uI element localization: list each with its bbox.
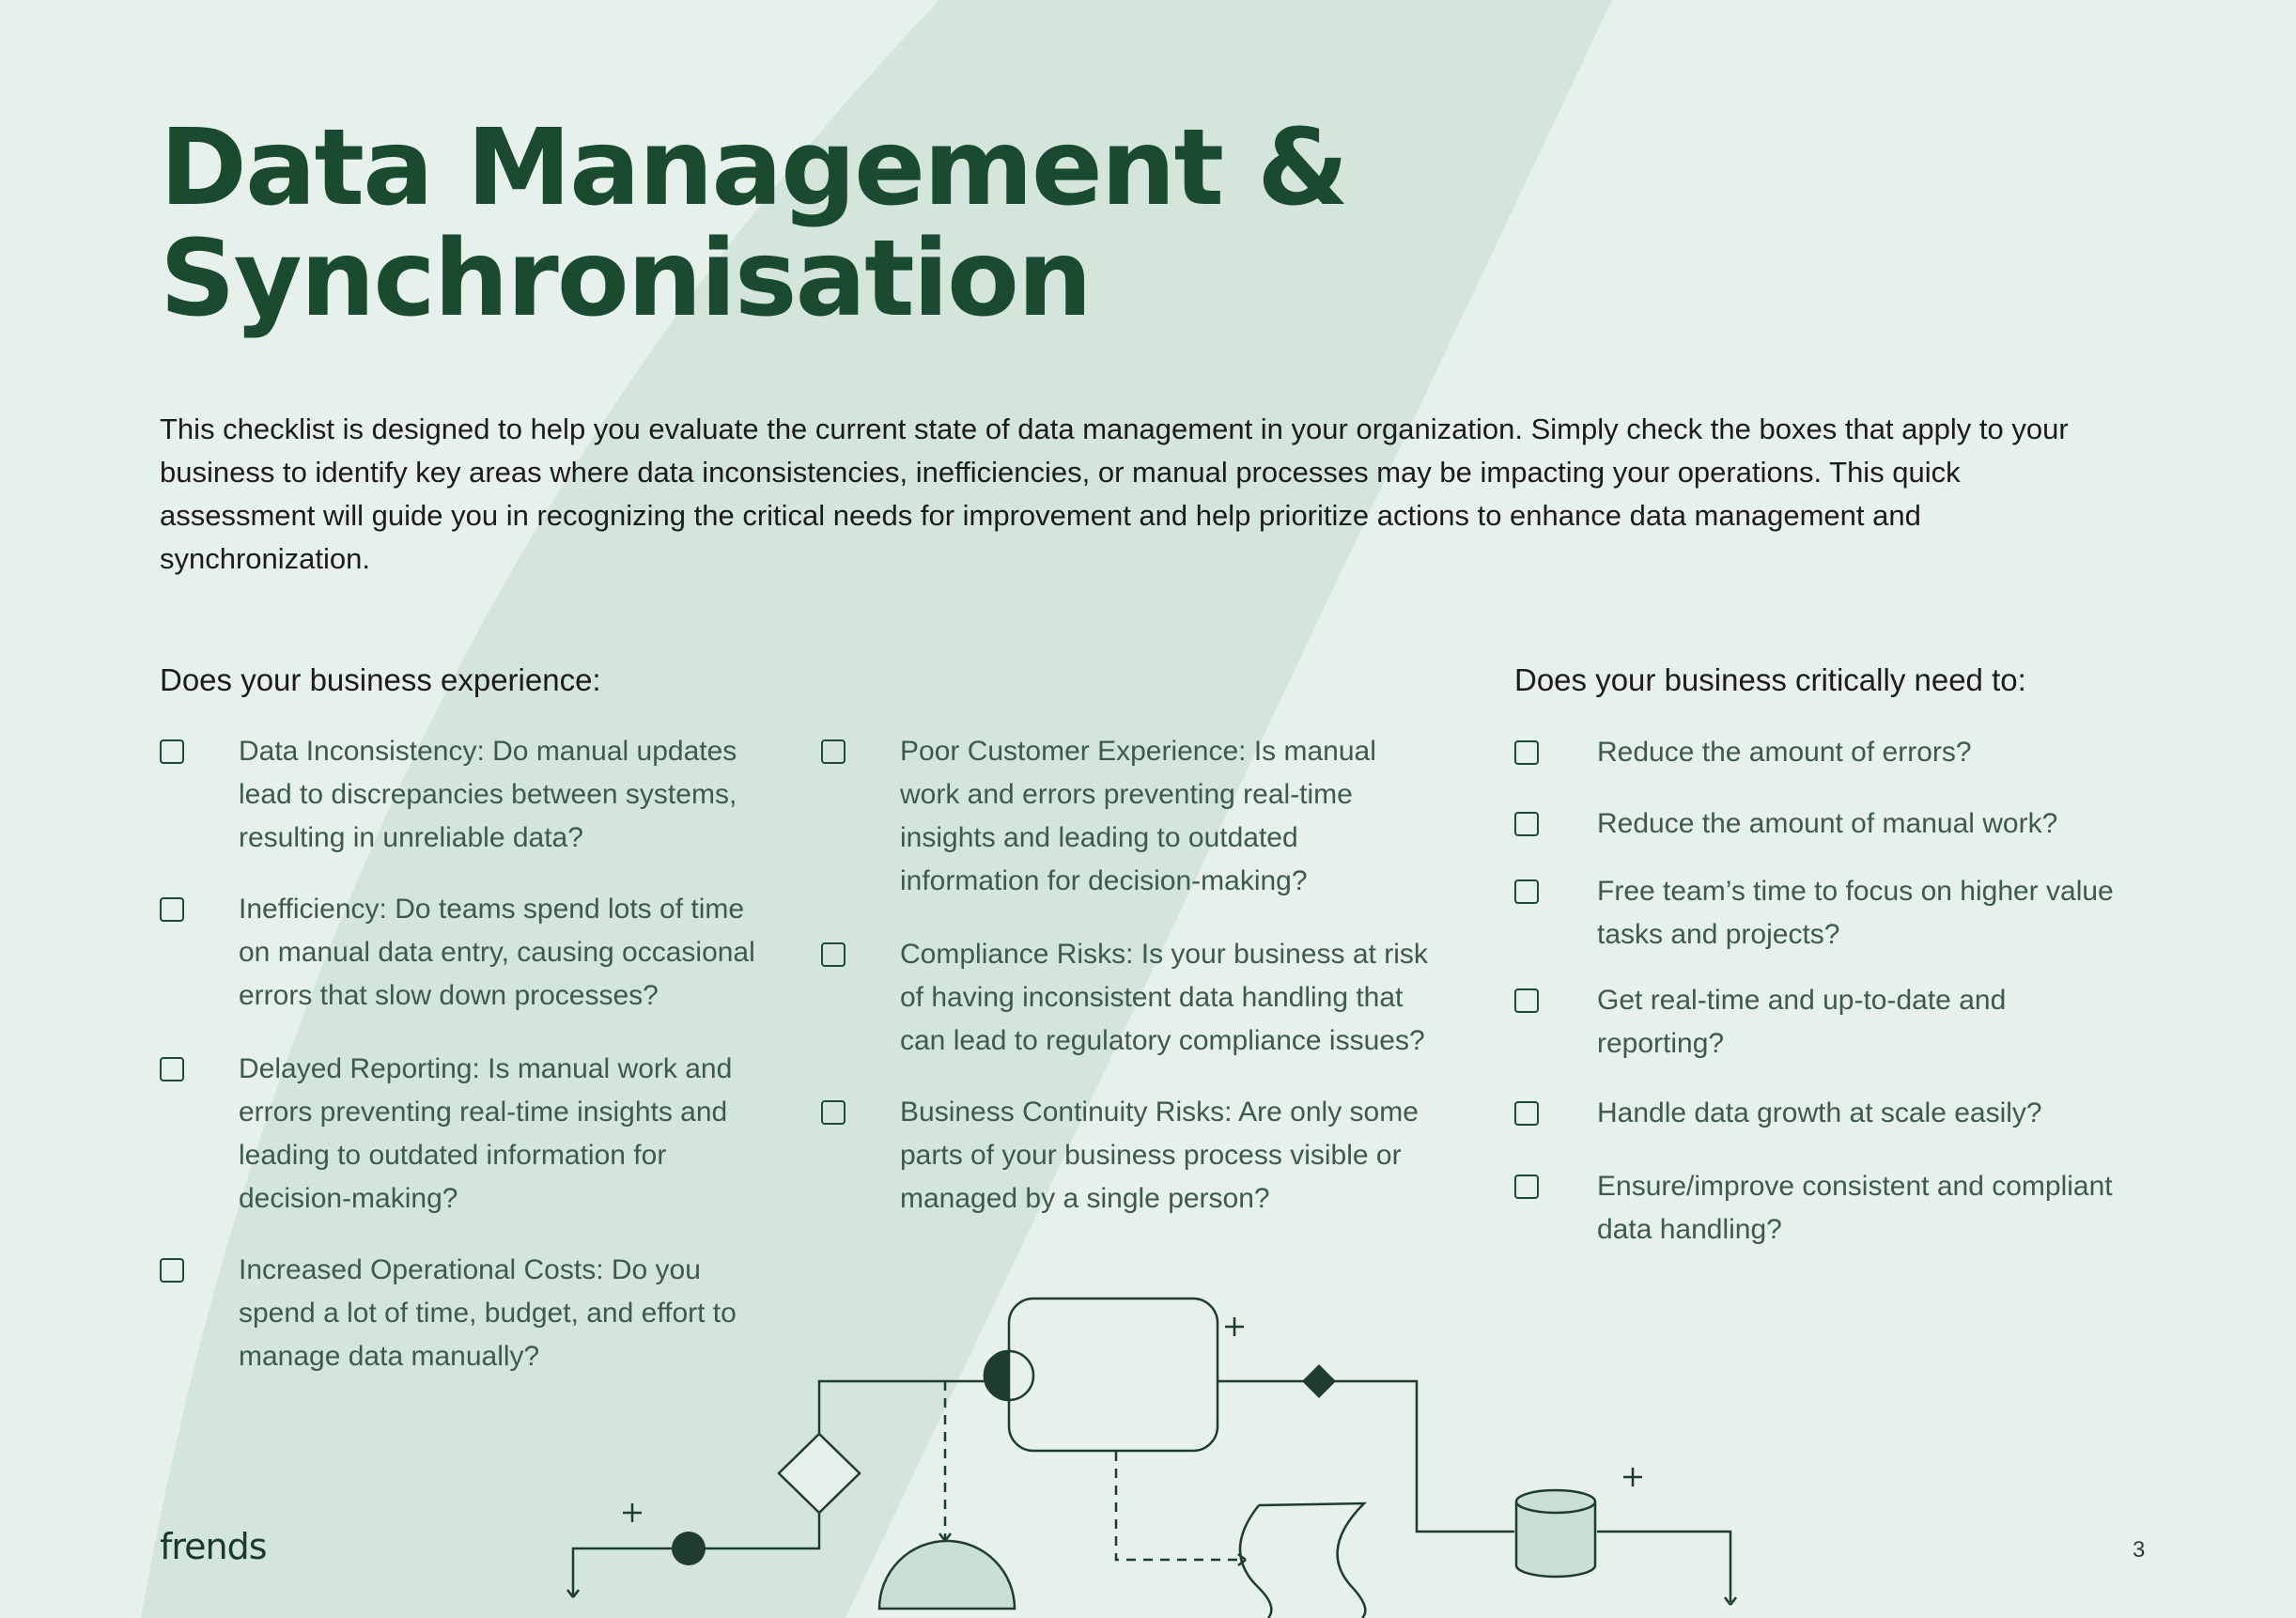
checklist-item bbox=[821, 933, 1432, 1063]
checklist-item-text: Free team’s time to focus on higher value tasks and projects? bbox=[1597, 876, 2114, 950]
checklist-item bbox=[821, 1091, 1432, 1221]
checklist-item bbox=[1514, 802, 2116, 846]
checklist-item bbox=[160, 888, 761, 1018]
checklist-item bbox=[1514, 1092, 2116, 1135]
checklist-item-text: Inefficiency: Do teams spend lots of time on manual data entry, causing occasional errors that slow down processes? bbox=[239, 894, 755, 1011]
checkbox[interactable] bbox=[160, 1057, 184, 1081]
checkbox[interactable] bbox=[821, 942, 845, 967]
checklist-item-text: Poor Customer Experience: Is manual work and errors preventing real-time insights and leading to outdated information for decision-making? bbox=[900, 736, 1376, 896]
checklist-item bbox=[821, 730, 1432, 903]
checklist-item-text: Reduce the amount of errors? bbox=[1597, 737, 1972, 768]
document-shape bbox=[1240, 1503, 1365, 1618]
checkbox[interactable] bbox=[1514, 740, 1539, 765]
checklist-item bbox=[160, 730, 761, 860]
checklist-item bbox=[1514, 979, 2116, 1066]
task-box bbox=[1009, 1299, 1218, 1451]
checklist-item bbox=[1514, 1165, 2116, 1252]
checklist-item bbox=[1514, 731, 2116, 774]
checklist-item bbox=[1514, 870, 2116, 957]
checklist-item-text: Increased Operational Costs: Do you spend a lot of time, budget, and effort to manage data manually? bbox=[239, 1254, 737, 1372]
checkbox[interactable] bbox=[1514, 1175, 1539, 1199]
page-number: 3 bbox=[2133, 1537, 2146, 1563]
checkbox[interactable] bbox=[1514, 812, 1539, 836]
checkbox[interactable] bbox=[160, 897, 184, 922]
checklist-item-text: Compliance Risks: Is your business at risk of having inconsistent data handling that can lead to regulatory compliance issues? bbox=[900, 939, 1428, 1056]
title-line-2: Synchronisation bbox=[160, 218, 1091, 340]
checkbox[interactable] bbox=[160, 739, 184, 764]
checklist-item-text: Ensure/improve consistent and compliant data handling? bbox=[1597, 1171, 2113, 1245]
checkbox[interactable] bbox=[1514, 1101, 1539, 1126]
checkbox[interactable] bbox=[160, 1258, 184, 1283]
needs-heading: Does your business critically need to: bbox=[1514, 662, 2026, 697]
checkbox[interactable] bbox=[1514, 988, 1539, 1013]
experience-list-2 bbox=[821, 730, 1432, 1221]
checkbox[interactable] bbox=[821, 1100, 845, 1125]
checklist-item-text: Business Continuity Risks: Are only some parts of your business process visible or managed by a single person? bbox=[900, 1097, 1419, 1214]
checklist-item-text: Delayed Reporting: Is manual work and errors preventing real-time insights and leading to outdated information for decision-making? bbox=[239, 1053, 733, 1214]
intro-paragraph: This checklist is designed to help you evaluate the current state of data management in your organization. Simply check the boxes that apply to your business to identify key areas where data inconsistencies, inefficiencies, or manual processes may be impacting your operations. This quick assessment will guide you in recognizing the critical needs for improvement and help prioritize actions to enhance data management and synchronization. bbox=[160, 412, 2069, 575]
checkbox[interactable] bbox=[821, 739, 845, 764]
title-line-1: Data Management & bbox=[160, 107, 1347, 229]
frends-logo: frends bbox=[160, 1526, 267, 1567]
checklist-item-text: Reduce the amount of manual work? bbox=[1597, 808, 2058, 839]
checklist-item-text: Data Inconsistency: Do manual updates lead to discrepancies between systems, resulting in unreliable data? bbox=[239, 736, 737, 853]
page-title bbox=[160, 107, 1347, 340]
checklist-item-text: Get real-time and up-to-date and reporting? bbox=[1597, 985, 2007, 1059]
checklist-item-text: Handle data growth at scale easily? bbox=[1597, 1097, 2042, 1128]
dome-shape bbox=[879, 1541, 1015, 1609]
checklist-item bbox=[160, 1048, 761, 1221]
experience-list-1 bbox=[160, 730, 761, 1378]
experience-heading: Does your business experience: bbox=[160, 662, 601, 697]
needs-list bbox=[1514, 731, 2116, 1252]
checkbox[interactable] bbox=[1514, 879, 1539, 904]
checklist-item bbox=[160, 1249, 761, 1378]
